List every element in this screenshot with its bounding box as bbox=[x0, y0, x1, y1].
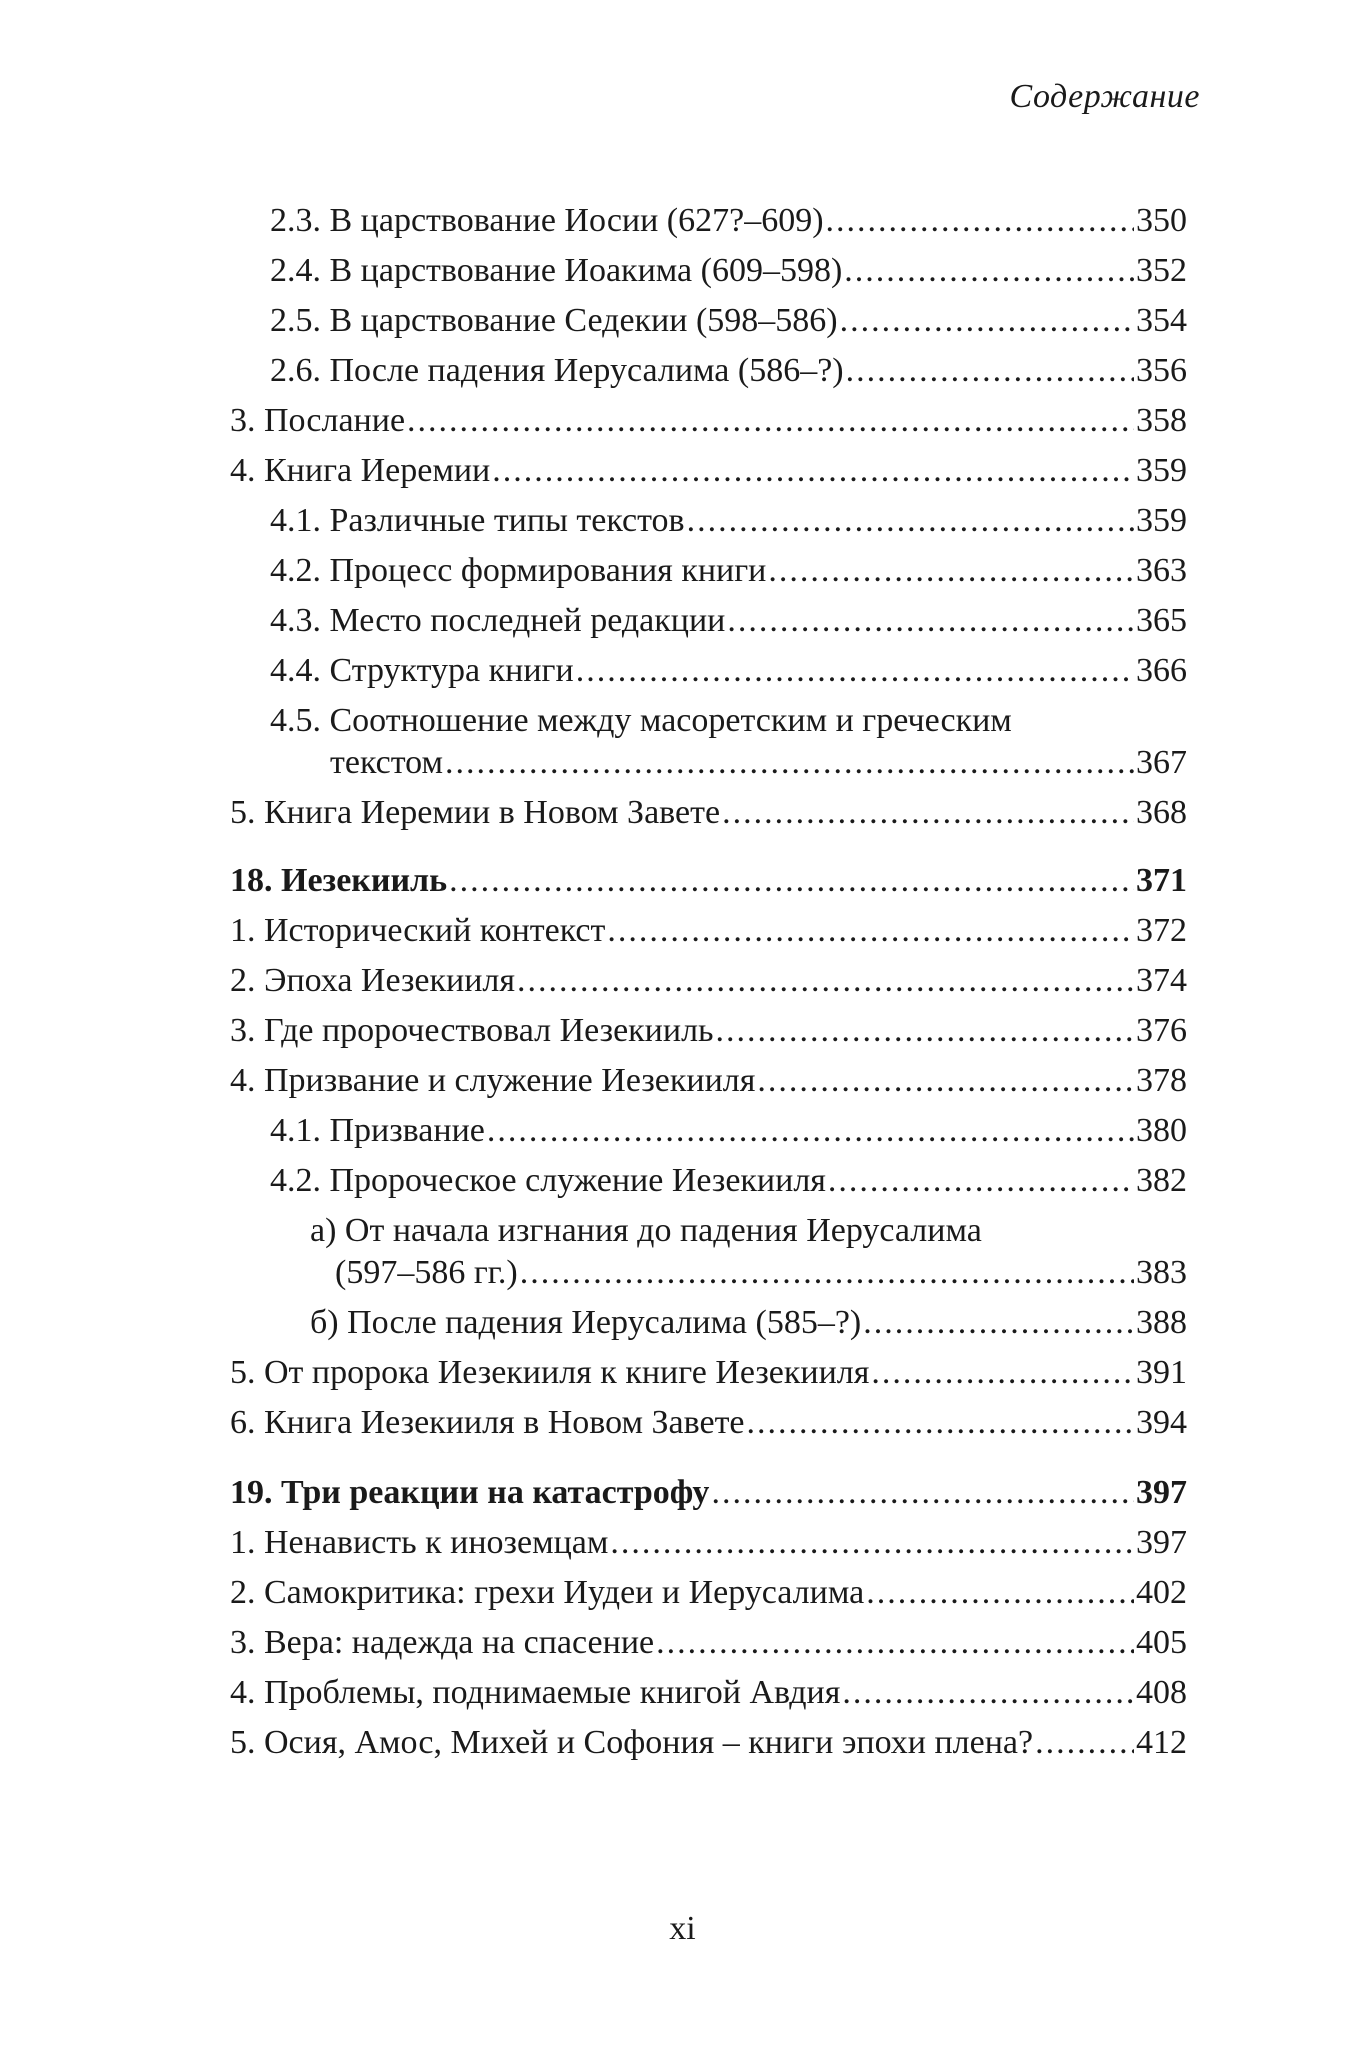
toc-entry-title: 4.5. Соотношение между масоретским и греческим bbox=[270, 702, 1012, 739]
toc-entry-title: 5. Книга Иеремии в Новом Завете bbox=[230, 794, 721, 831]
toc-entry-title: б) После падения Иерусалима (585–?) bbox=[310, 1304, 862, 1341]
toc-entry-title: 4. Проблемы, поднимаемые книгой Авдия bbox=[230, 1674, 841, 1711]
toc-entry bbox=[0, 1352, 1365, 1394]
toc-entry bbox=[0, 1672, 1365, 1714]
toc-entry bbox=[0, 250, 1365, 292]
toc-entry bbox=[0, 600, 1365, 642]
toc-page-number: 388 bbox=[1136, 1304, 1187, 1341]
toc-entry-title: 6. Книга Иезекииля в Новом Завете bbox=[230, 1404, 745, 1441]
toc-entry-title: 4.3. Место последней редакции bbox=[270, 602, 726, 639]
toc-entry-title: 4. Призвание и служение Иезекииля bbox=[230, 1062, 756, 1099]
dot-leader bbox=[687, 500, 1134, 542]
dot-leader bbox=[840, 300, 1134, 342]
toc-page-number: 402 bbox=[1136, 1574, 1187, 1611]
toc-entry-title: 4.2. Процесс формирования книги bbox=[270, 552, 767, 589]
dot-leader bbox=[407, 400, 1134, 442]
dot-leader bbox=[517, 960, 1134, 1002]
toc-entry-title: 2.4. В царствование Иоакима (609–598) bbox=[270, 252, 843, 289]
toc-page-number: 368 bbox=[1136, 794, 1187, 831]
toc-entry bbox=[0, 792, 1365, 834]
toc-entry bbox=[0, 1302, 1365, 1344]
toc-page-number: 405 bbox=[1136, 1624, 1187, 1661]
toc-entry bbox=[0, 450, 1365, 492]
toc-page-number: 367 bbox=[1136, 744, 1187, 781]
dot-leader bbox=[520, 1252, 1134, 1294]
toc-chapter-entry bbox=[0, 860, 1365, 902]
dot-leader bbox=[607, 910, 1134, 952]
toc-entry-title: 3. Вера: надежда на спасение bbox=[230, 1624, 655, 1661]
dot-leader bbox=[846, 350, 1134, 392]
dot-leader bbox=[487, 1110, 1134, 1152]
dot-leader bbox=[842, 1672, 1134, 1714]
toc-entry bbox=[0, 550, 1365, 592]
toc-page-number: 382 bbox=[1136, 1162, 1187, 1199]
dot-leader bbox=[656, 1622, 1134, 1664]
toc-entry-title-continued: (597–586 гг.) bbox=[335, 1254, 518, 1291]
toc-page-number: 380 bbox=[1136, 1112, 1187, 1149]
toc-entry-title: 4. Книга Иеремии bbox=[230, 452, 491, 489]
toc-page-number: 374 bbox=[1136, 962, 1187, 999]
toc-page-number: 359 bbox=[1136, 502, 1187, 539]
toc-entry bbox=[0, 1622, 1365, 1664]
toc-entry bbox=[0, 1060, 1365, 1102]
toc-page-number: 376 bbox=[1136, 1012, 1187, 1049]
toc-entry bbox=[0, 1572, 1365, 1614]
dot-leader bbox=[610, 1522, 1134, 1564]
page-number: xi bbox=[669, 1910, 696, 1947]
toc-entry bbox=[0, 200, 1365, 242]
dot-leader bbox=[445, 742, 1134, 784]
toc-entry-title: 4.4. Структура книги bbox=[270, 652, 574, 689]
toc-entry-title: 3. Послание bbox=[230, 402, 406, 439]
toc-entry bbox=[0, 500, 1365, 542]
toc-entry bbox=[0, 400, 1365, 442]
running-head: Содержание bbox=[1009, 78, 1200, 115]
toc-chapter-entry bbox=[0, 1472, 1365, 1514]
toc-entry bbox=[0, 960, 1365, 1002]
toc-entry-title: 2. Эпоха Иезекииля bbox=[230, 962, 516, 999]
dot-leader bbox=[757, 1060, 1134, 1102]
toc-entry bbox=[0, 1722, 1365, 1764]
dot-leader bbox=[492, 450, 1134, 492]
toc-entry-title: 1. Исторический контекст bbox=[230, 912, 606, 949]
toc-entry-title: 18. Иезекииль bbox=[230, 862, 448, 899]
toc-page-number: 378 bbox=[1136, 1062, 1187, 1099]
toc-entry bbox=[0, 700, 1365, 781]
dot-leader bbox=[716, 1010, 1134, 1052]
dot-leader bbox=[866, 1572, 1134, 1614]
toc-page-number: 408 bbox=[1136, 1674, 1187, 1711]
dot-leader bbox=[711, 1472, 1134, 1514]
toc-entry-title: 4.1. Различные типы текстов bbox=[270, 502, 685, 539]
dot-leader bbox=[576, 650, 1134, 692]
dot-leader bbox=[747, 1402, 1134, 1444]
toc-page-number: 365 bbox=[1136, 602, 1187, 639]
toc-page-number: 359 bbox=[1136, 452, 1187, 489]
toc-entry-title-continued: текстом bbox=[330, 744, 443, 781]
toc-entry bbox=[0, 1402, 1365, 1444]
dot-leader bbox=[1035, 1722, 1134, 1764]
toc-entry bbox=[0, 1210, 1365, 1291]
toc-page-number: 352 bbox=[1136, 252, 1187, 289]
toc-entry bbox=[0, 650, 1365, 692]
dot-leader bbox=[828, 1160, 1134, 1202]
toc-page-number: 363 bbox=[1136, 552, 1187, 589]
toc-page-number: 397 bbox=[1136, 1474, 1187, 1511]
dot-leader bbox=[727, 600, 1134, 642]
toc-entry-title: 1. Ненависть к иноземцам bbox=[230, 1524, 609, 1561]
dot-leader bbox=[449, 860, 1134, 902]
toc-entry bbox=[0, 1010, 1365, 1052]
toc-page-number: 350 bbox=[1136, 202, 1187, 239]
toc-entry bbox=[0, 300, 1365, 342]
toc-page-number: 356 bbox=[1136, 352, 1187, 389]
dot-leader bbox=[768, 550, 1134, 592]
toc-entry bbox=[0, 1522, 1365, 1564]
toc-page-number: 358 bbox=[1136, 402, 1187, 439]
toc-page-number: 383 bbox=[1136, 1254, 1187, 1291]
toc-entry-title: 3. Где пророчествовал Иезекииль bbox=[230, 1012, 714, 1049]
toc-entry-title: 5. От пророка Иезекииля к книге Иезекииля bbox=[230, 1354, 870, 1391]
toc-entry-title: 5. Осия, Амос, Михей и Софония – книги эпохи плена? bbox=[230, 1724, 1034, 1761]
dot-leader bbox=[871, 1352, 1134, 1394]
toc-entry-title: 2.5. В царствование Седекии (598–586) bbox=[270, 302, 838, 339]
toc-entry bbox=[0, 350, 1365, 392]
toc-entry-title: 2.3. В царствование Иосии (627?–609) bbox=[270, 202, 824, 239]
toc-page-number: 412 bbox=[1136, 1724, 1187, 1761]
toc-entry bbox=[0, 910, 1365, 952]
toc-page-number: 394 bbox=[1136, 1404, 1187, 1441]
toc-entry bbox=[0, 1110, 1365, 1152]
toc-page-number: 366 bbox=[1136, 652, 1187, 689]
toc-page-number: 391 bbox=[1136, 1354, 1187, 1391]
toc-entry bbox=[0, 1160, 1365, 1202]
toc-page-number: 397 bbox=[1136, 1524, 1187, 1561]
toc-entry-title: а) От начала изгнания до падения Иерусалима bbox=[310, 1212, 982, 1249]
toc-entry-title: 19. Три реакции на катастрофу bbox=[230, 1474, 710, 1511]
dot-leader bbox=[844, 250, 1134, 292]
toc-entry-title: 4.1. Призвание bbox=[270, 1112, 485, 1149]
toc-entry-title: 2. Самокритика: грехи Иудеи и Иерусалима bbox=[230, 1574, 865, 1611]
toc-page-number: 371 bbox=[1136, 862, 1187, 899]
dot-leader bbox=[722, 792, 1134, 834]
toc-entry-title: 4.2. Пророческое служение Иезекииля bbox=[270, 1162, 826, 1199]
toc-entry-title: 2.6. После падения Иерусалима (586–?) bbox=[270, 352, 844, 389]
toc-page-number: 372 bbox=[1136, 912, 1187, 949]
toc-page-number: 354 bbox=[1136, 302, 1187, 339]
dot-leader bbox=[826, 200, 1134, 242]
dot-leader bbox=[863, 1302, 1134, 1344]
